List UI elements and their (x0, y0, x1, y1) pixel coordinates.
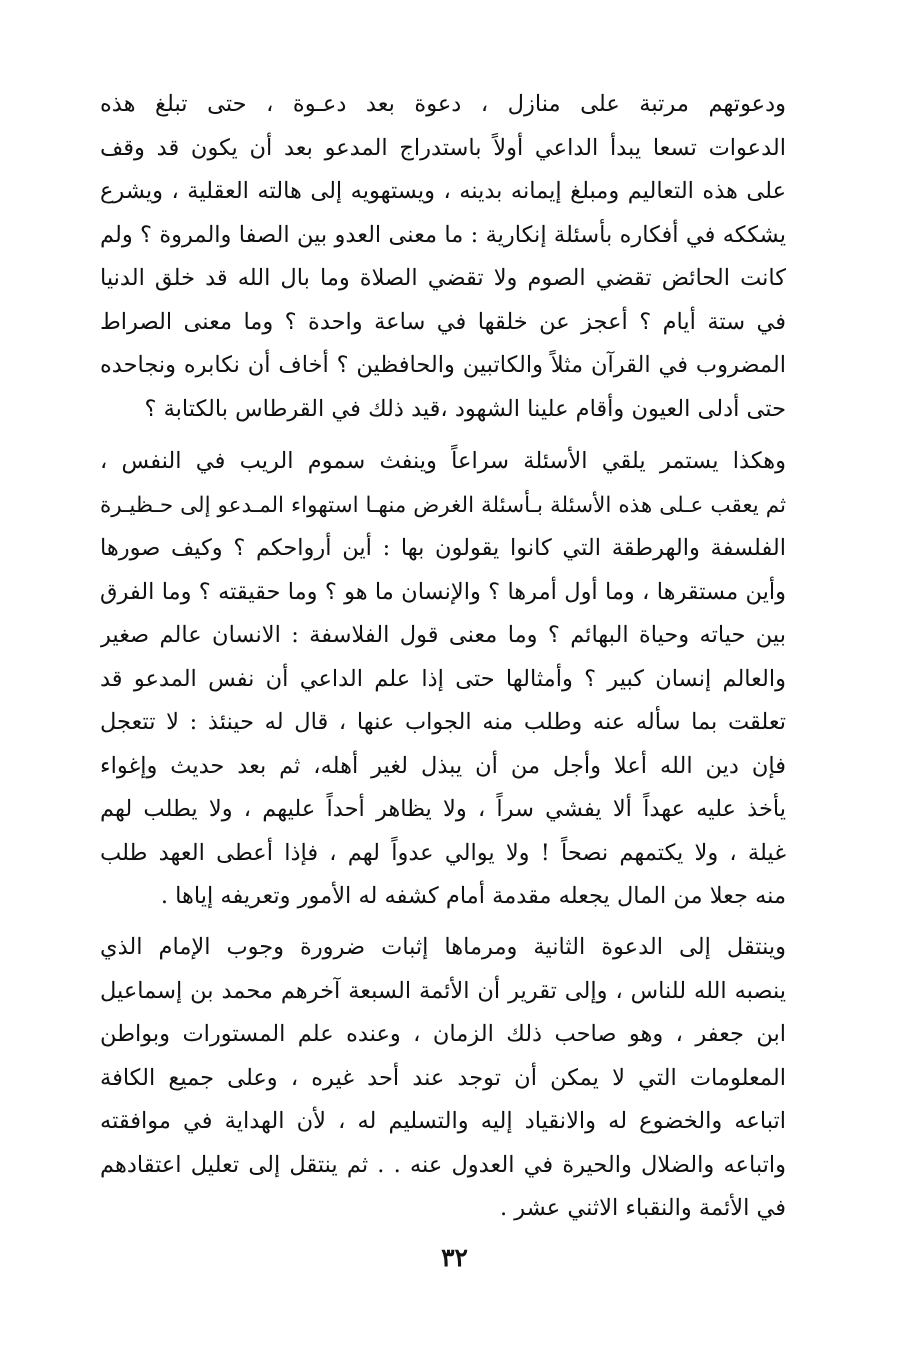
text-line: في الأئمة والنقباء الاثني عشر . (499, 1195, 786, 1221)
text-line: واتباعه والضلال والحيرة في العدول عنه . . ثم ينتقل إلى تعليل اعتقادهم (100, 1151, 786, 1178)
text-line: يشككه في أفكاره بأسئلة إنكارية : ما معنى العدو بين الصفا والمروة ؟ ولم (100, 221, 786, 248)
text-line: تعلقت بما سأله عنه وطلب منه الجواب عنها ، قال له حينئذ : لا تتعجل (100, 709, 786, 735)
text-line: ابن جعفر ، وهو صاحب ذلك الزمان ، وعنده علم المستورات وبواطن (100, 1021, 786, 1047)
text-line: فإن دين الله أعلا وأجل من أن يبذل لغير أهله، ثم بعد حديث وإغواء (100, 752, 786, 779)
text-line: والعالم إنسان كبير ؟ وأمثالها حتى إذا علم الداعي أن نفس المدعو قد (100, 665, 786, 692)
text-line: وينتقل إلى الدعوة الثانية ومرماها إثبات ضرورة وجوب الإمام الذي (100, 934, 786, 960)
text-line: حتى أدلى العيون وأقام علينا الشهود ،قيد ذلك في القرطاس بالكتابة ؟ (144, 395, 786, 422)
text-line: غيلة ، ولا يكتمهم نصحاً ! ولا يوالي عدواً لهم ، فإذا أعطى العهد طلب (100, 839, 786, 866)
text-line: المضروب في القرآن مثلاً والكاتبين والحافظين ؟ أخاف أن نكابره ونجاحده (100, 352, 786, 378)
text-line: يأخذ عليه عهداً ألا يفشي سراً ، ولا يظاهر أحداً عليهم ، ولا يطلب لهم (100, 796, 786, 822)
text-line: كانت الحائض تقضي الصوم ولا تقضي الصلاة وما بال الله قد خلق الدنيا (100, 265, 786, 291)
text-line: وأين مستقرها ، وما أول أمرها ؟ والإنسان ما هو ؟ وما حقيقته ؟ وما الفرق (100, 578, 786, 605)
text-line: ثم يعقب عـلى هذه الأسئلة بـأسئلة الغرض منهـا استهواء المـدعو إلى حـظيـرة (100, 492, 786, 518)
text-line: الدعوات تسعا يبدأ الداعي أولاً باستدراج المدعو بعد أن يكون قد وقف (100, 134, 786, 161)
text-line: وهكذا يستمر يلقي الأسئلة سراعاً وينفث سموم الريب في النفس ، (100, 448, 786, 474)
text-line: ينصبه الله للناس ، وإلى تقرير أن الأئمة السبعة آخرهم محمد بن إسماعيل (100, 977, 786, 1004)
text-line: في ستة أيام ؟ أعجز عن خلقها في ساعة واحدة ؟ وما معنى الصراط (100, 308, 786, 335)
text-line: منه جعلا من المال يجعله مقدمة أمام كشفه له الأمور وتعريفه إياها . (160, 883, 786, 909)
paragraph-2 (100, 440, 786, 919)
page-number: ٣٢ (441, 1243, 468, 1272)
paragraph-1 (100, 83, 786, 431)
text-line: اتباعه والخضوع له والانقياد إليه والتسليم له ، لأن الهداية في موافقته (100, 1108, 786, 1134)
text-line: ودعوتهم مرتبة على منازل ، دعوة بعد دعـوة ، حتى تبلغ هذه (100, 91, 786, 117)
paragraph-3 (100, 926, 786, 1231)
text-line: بين حياته وحياة البهائم ؟ وما معنى قول الفلاسفة : الانسان عالم صغير (100, 622, 786, 648)
text-line: على هذه التعاليم ومبلغ إيمانه بدينه ، ويستهويه إلى هالته العقلية ، ويشرع (100, 178, 786, 204)
text-line: الفلسفة والهرطقة التي كانوا يقولون بها : أين أرواحكم ؟ وكيف صورها (100, 535, 786, 561)
text-line: المعلومات التي لا يمكن أن توجد عند أحد غيره ، وعلى جميع الكافة (100, 1064, 786, 1091)
